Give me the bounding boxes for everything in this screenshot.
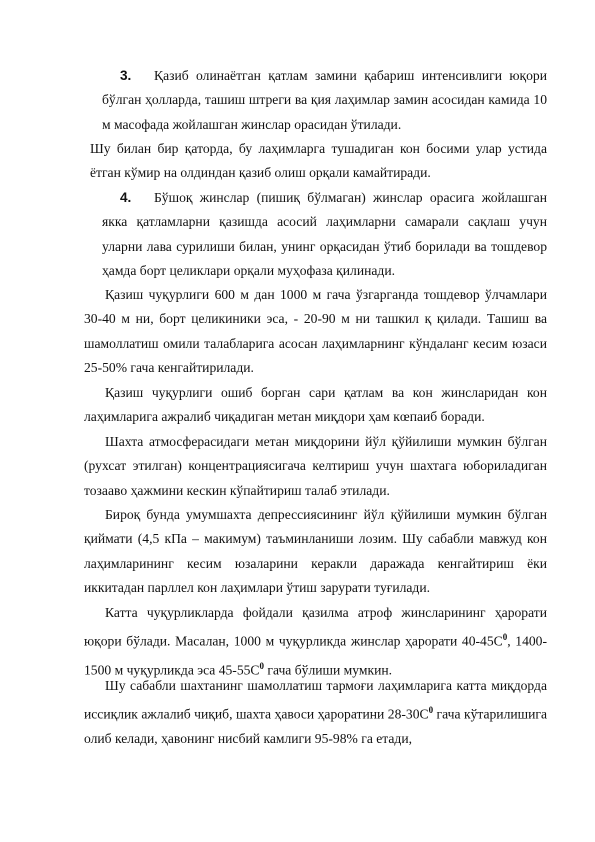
list-item-4-text bbox=[102, 186, 547, 284]
paragraph-2: Қазиш чуқурлиги 600 м дан 1000 м гача ўзгарганда тошдевор ўлчамлари 30-40 м ни, борт целикиники эса, - 20-90 м ни ташкил қ қилади. Ташиш ва шамоллатиш омили талабларига асосан лаҳимларнинг кўндаланг кесим юзаси 25-50% гача кенгайтирилади. bbox=[84, 287, 547, 376]
paragraph-1: Шу билан бир қаторда, бу лаҳимларга тушадиган кон босими улар устида ётган кўмир на олдиндан қазиб олиш орқали камайтиради. bbox=[90, 141, 547, 181]
temperature-text-1: Катта чуқурликларда фойдали қазилма атроф жинсларининг ҳарорати юқори бўлади. Масалан, 1000 м чуқурликда жинслар ҳарорати 40-45С bbox=[84, 605, 547, 649]
degree-sup-1: 0 bbox=[502, 632, 508, 643]
degree-sup-2: 0 bbox=[259, 661, 264, 672]
temperature-text-2: , 1400-1500 м чуқурликда эса 45-55С bbox=[84, 633, 547, 678]
paragraph-5: Бироқ бунда умумшахта депрессиясининг йўл қўйилиши мумкин бўлган қиймати (4,5 кПа – макимум) таъминланиши лозим. Шу сабабли мавжуд кон лаҳимларининг кесим юзаларини керакли даражада кенгайтириш ёки иккитадан парллел кон лаҳимлари ўтиш зарурати туғилади. bbox=[84, 507, 547, 596]
last-text-1: Шу сабабли шахтанинг шамоллатиш тармоғи лаҳимларига катта миқдорда иссиқлик ажлалиб чиқиб, шахта ҳавоси ҳароратини 28-30С bbox=[84, 678, 547, 722]
paragraph-4: Шахта атмосферасидаги метан миқдорини йўл қўйилиши мумкин бўлган (рухсат этилган) концентрациясигача келтириш учун шахтага юбориладиган тозаавo ҳажмини кескин кўпайтириш талаб этилади. bbox=[84, 434, 547, 498]
list-item-4-body: Бўшоқ жинслар (пишиқ бўлмаган) жинслар орасига жойлашган якка қатламларни қазишда асосий лаҳимларни самарали сақлаш учун уларни лава сурилиши билан, унинг орқасидан ўтиб борилади ва тошдевор ҳамда борт целиклари орқали муҳофаза қилинади. bbox=[102, 190, 547, 279]
degree-sup-3: 0 bbox=[428, 705, 434, 716]
paragraph-last bbox=[84, 674, 547, 752]
last-text-2: гача кўтарилишига олиб келади, ҳавонинг нисбий камлиги 95-98% га етади, bbox=[84, 706, 547, 747]
list-number-3: 3. bbox=[120, 68, 132, 83]
list-item-3-text bbox=[102, 64, 547, 137]
temperature-text-3: гача бўлиши мумкин. bbox=[264, 662, 393, 678]
list-number-4: 4. bbox=[120, 190, 132, 205]
list-item-3-body: Қазиб олинаётган қатлам замини қабариш интенсивлиги юқори бўлган ҳолларда, ташиш штреги ва қия лаҳимлар замин асосидан камида 10 м масофада жойлашган жинслар орасидан ўтилади. bbox=[102, 68, 547, 132]
paragraph-temperature bbox=[84, 601, 547, 683]
paragraph-3: Қазиш чуқурлиги ошиб борган сари қатлам ва кон жинсларидан кон лаҳимларига ажралиб чиқадиган метан миқдори ҳам кœпаиб боради. bbox=[84, 385, 547, 425]
